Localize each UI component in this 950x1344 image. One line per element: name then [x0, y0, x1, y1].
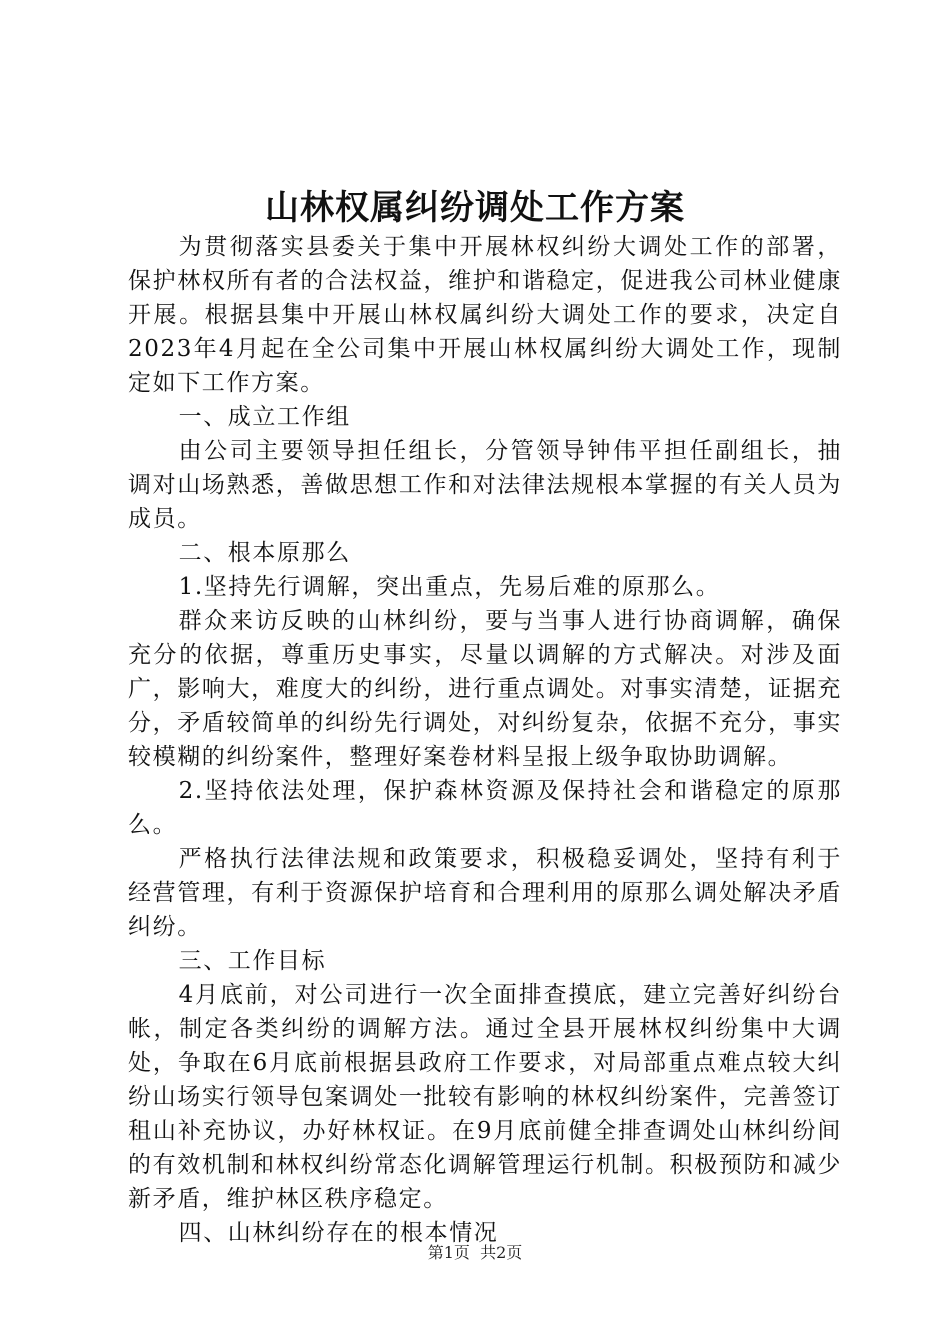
- subheading-principle-2: 2.坚持依法处理，保护森林资源及保持社会和谐稳定的原那么。: [128, 778, 842, 838]
- paragraph-section-3: 4月底前，对公司进行一次全面排查摸底，建立完善好纠纷台帐，制定各类纠纷的调解方法。通过全县开展林权纠纷集中大调处，争取在6月底前根据县政府工作要求，对局部重点难点较大纠纷山场实行领导包案调处一批较有影响的林权纠纷案件，完善签订租山补充协议，办好林权证。在9月底前健全排查调处山林纠纷间的有效机制和林权纠纷常态化调解管理运行机制。积极预防和减少新矛盾，维护林区秩序稳定。: [128, 982, 842, 1212]
- paragraph-principle-1: 群众来访反映的山林纠纷，要与当事人进行协商调解，确保充分的依据，尊重历史事实，尽量以调解的方式解决。对涉及面广，影响大，难度大的纠纷，进行重点调处。对事实清楚，证据充分，矛盾较简单的纠纷先行调处，对纠纷复杂，依据不充分，事实较模糊的纠纷案件，整理好案卷材料呈报上级争取协助调解。: [128, 608, 842, 770]
- document-body: [128, 230, 842, 1250]
- page-number-total: 共2页: [480, 1243, 523, 1262]
- heading-section-4: 四、山林纠纷存在的根本情况: [178, 1220, 499, 1246]
- paragraph-section-1: 由公司主要领导担任组长，分管领导钟伟平担任副组长，抽调对山场熟悉，善做思想工作和对法律法规根本掌握的有关人员为成员。: [128, 438, 842, 532]
- subheading-principle-1: 1.坚持先行调解，突出重点，先易后难的原那么。: [178, 574, 721, 600]
- paragraph-principle-2: 严格执行法律法规和政策要求，积极稳妥调处，坚持有利于经营管理，有利于资源保护培育和合理利用的原那么调处解决矛盾纠纷。: [128, 846, 842, 940]
- page-number-current: 第1页: [427, 1243, 470, 1262]
- paragraph-intro: 为贯彻落实县委关于集中开展林权纠纷大调处工作的部署，保护林权所有者的合法权益，维护和谐稳定，促进我公司林业健康开展。根据县集中开展山林权属纠纷大调处工作的要求，决定自2023年4月起在全公司集中开展山林权属纠纷大调处工作，现制定如下工作方案。: [128, 234, 842, 396]
- heading-section-1: 一、成立工作组: [178, 404, 351, 430]
- heading-section-3: 三、工作目标: [178, 948, 327, 974]
- page-footer: [0, 1242, 950, 1264]
- heading-section-2: 二、根本原那么: [178, 540, 351, 566]
- document-title: 山林权属纠纷调处工作方案: [265, 188, 685, 228]
